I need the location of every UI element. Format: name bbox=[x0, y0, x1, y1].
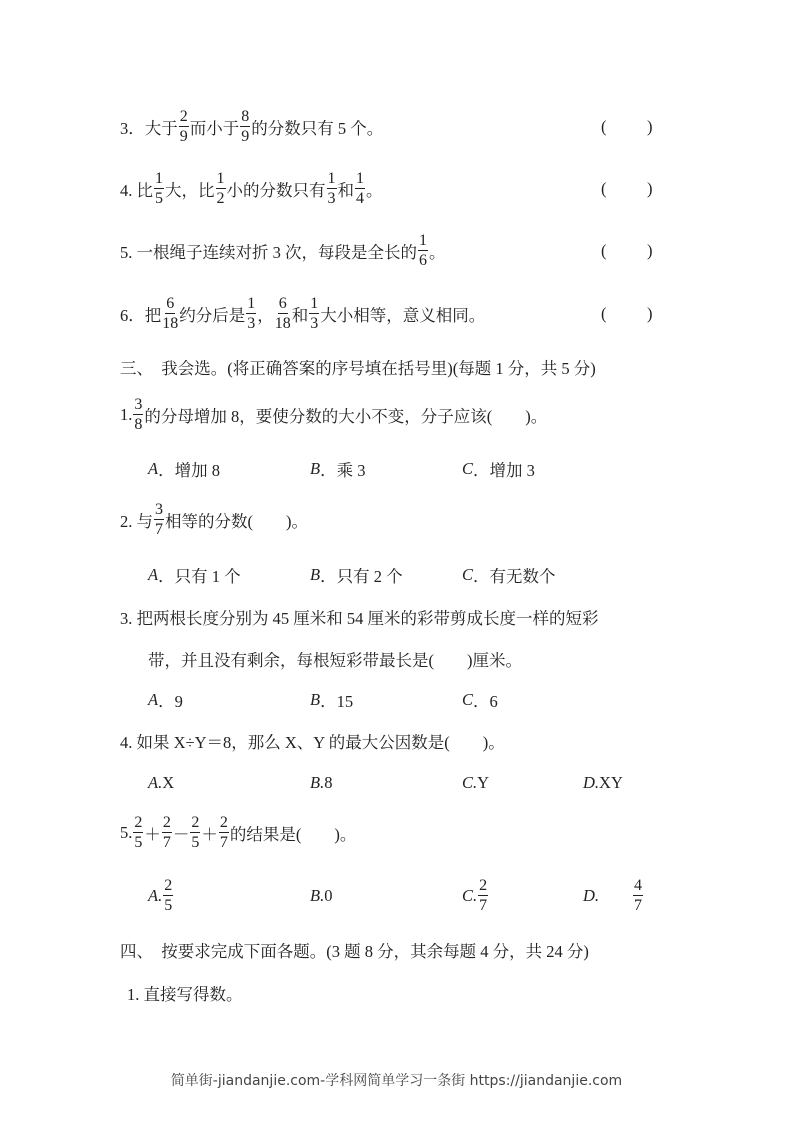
text-segment: 。 bbox=[366, 181, 383, 200]
fraction-denominator: 5 bbox=[164, 897, 173, 914]
text-segment: 的分母增加 8，要使分数的大小不变，分子应该( )。 bbox=[144, 407, 548, 426]
fraction bbox=[162, 815, 172, 851]
question-line bbox=[148, 680, 183, 720]
text-segment: 1. 直接写得数。 bbox=[127, 985, 243, 1004]
fraction-denominator: 7 bbox=[634, 897, 643, 914]
question-line bbox=[120, 294, 485, 334]
option-letter: D. bbox=[583, 773, 600, 792]
fraction-numerator: 2 bbox=[179, 108, 188, 125]
text-segment: 四、 按要求完成下面各题。(3 题 8 分，其余每题 4 分，共 24 分) bbox=[120, 942, 589, 961]
text-segment: 。 bbox=[429, 243, 446, 262]
text-segment: Y bbox=[477, 773, 490, 792]
footer-watermark: 简单街-jiandanjie.com-学科网简单学习一条街 https://jiandanjie.com bbox=[170, 1073, 623, 1089]
fraction-denominator: 18 bbox=[274, 315, 291, 332]
text-segment: ．9 bbox=[158, 692, 183, 711]
text-segment: 的结果是( )。 bbox=[229, 825, 357, 844]
text-segment: 0 bbox=[324, 886, 333, 905]
question-line bbox=[120, 813, 356, 853]
fraction-denominator: 3 bbox=[310, 315, 319, 332]
answer-paren-open: ( bbox=[601, 304, 607, 323]
text-segment: 大，比 bbox=[165, 181, 215, 200]
answer-paren-close: ) bbox=[647, 241, 653, 260]
question-line bbox=[120, 597, 599, 637]
option-letter: A bbox=[148, 565, 159, 584]
fraction-numerator: 2 bbox=[191, 814, 200, 831]
text-segment: ．增加 3 bbox=[473, 461, 535, 480]
fraction-numerator: 1 bbox=[155, 170, 163, 187]
question-line bbox=[462, 763, 489, 803]
option-letter: C bbox=[462, 459, 474, 478]
text-segment: ．增加 8 bbox=[158, 461, 220, 480]
fraction bbox=[275, 296, 291, 332]
text-segment: ．有无数个 bbox=[473, 567, 556, 586]
fraction-numerator: 1 bbox=[310, 295, 319, 312]
question-line bbox=[462, 680, 498, 720]
fraction-numerator: 6 bbox=[278, 295, 287, 312]
fraction-denominator: 7 bbox=[479, 897, 488, 914]
text-segment: ．15 bbox=[320, 692, 354, 711]
answer-paren-close: ) bbox=[647, 179, 653, 198]
fraction bbox=[478, 878, 488, 914]
option-letter: D. bbox=[583, 886, 600, 905]
question-line bbox=[462, 876, 489, 916]
fraction-numerator: 2 bbox=[479, 877, 488, 894]
fraction-denominator: 3 bbox=[247, 315, 256, 332]
option-letter: C bbox=[462, 690, 474, 709]
question-line bbox=[310, 680, 353, 720]
fraction-numerator: 1 bbox=[216, 170, 225, 187]
fraction-numerator: 2 bbox=[219, 814, 228, 831]
fraction bbox=[240, 109, 250, 145]
question-line bbox=[148, 555, 241, 595]
text-segment: － bbox=[172, 825, 190, 844]
fraction-numerator: 2 bbox=[164, 877, 173, 894]
text-segment: 5. bbox=[120, 823, 133, 842]
question-line bbox=[120, 500, 308, 540]
text-segment: ＋ bbox=[201, 825, 218, 844]
fraction-denominator: 4 bbox=[356, 190, 364, 207]
fraction bbox=[418, 233, 428, 269]
question-line bbox=[310, 449, 365, 489]
question-line bbox=[583, 763, 623, 803]
fraction bbox=[154, 502, 164, 538]
fraction-numerator: 3 bbox=[155, 501, 163, 518]
question-line bbox=[120, 930, 589, 970]
question-line bbox=[120, 721, 505, 761]
question-line bbox=[120, 395, 547, 435]
text-segment: 8 bbox=[324, 773, 333, 792]
text-segment: 小的分数只有 bbox=[226, 181, 326, 200]
fraction bbox=[133, 815, 143, 851]
fraction-numerator: 2 bbox=[162, 814, 171, 831]
option-letter: A. bbox=[148, 886, 163, 905]
option-letter: C. bbox=[462, 886, 478, 905]
question-line bbox=[148, 876, 174, 916]
text-segment: ．6 bbox=[473, 692, 498, 711]
fraction bbox=[246, 296, 256, 332]
fraction bbox=[219, 815, 229, 851]
text-segment: 大小相等，意义相同。 bbox=[320, 306, 486, 325]
question-line bbox=[120, 347, 596, 387]
fraction bbox=[216, 171, 226, 207]
fraction-denominator: 8 bbox=[134, 416, 143, 433]
question-line bbox=[120, 169, 383, 209]
fraction-denominator: 7 bbox=[162, 834, 171, 851]
text-segment: 6．把 bbox=[120, 306, 162, 325]
text-segment: 的分数只有 5 个。 bbox=[251, 119, 384, 138]
question-line bbox=[583, 876, 644, 916]
option-letter: B. bbox=[310, 886, 325, 905]
answer-paren-open: ( bbox=[601, 117, 607, 136]
question-line bbox=[148, 639, 522, 679]
text-segment: 和 bbox=[291, 306, 309, 325]
fraction bbox=[190, 815, 200, 851]
fraction-denominator: 2 bbox=[216, 190, 225, 207]
fraction bbox=[309, 296, 319, 332]
text-segment: 4. 如果 X÷Y＝8，那么 X、Y 的最大公因数是( )。 bbox=[120, 733, 505, 752]
option-letter: B bbox=[310, 690, 321, 709]
text-segment: 和 bbox=[337, 181, 354, 200]
option-letter: A. bbox=[148, 773, 163, 792]
option-letter: C. bbox=[462, 773, 478, 792]
fraction-numerator: 4 bbox=[634, 877, 643, 894]
text-segment: 5. 一根绳子连续对折 3 次，每段是全长的 bbox=[120, 243, 417, 262]
answer-paren-open: ( bbox=[601, 179, 607, 198]
answer-paren-open: ( bbox=[601, 241, 607, 260]
answer-paren-close: ) bbox=[647, 304, 653, 323]
fraction-numerator: 8 bbox=[241, 108, 250, 125]
fraction bbox=[355, 171, 365, 207]
text-segment: 三、 我会选。(将正确答案的序号填在括号里)(每题 1 分，共 5 分) bbox=[120, 359, 596, 378]
question-line bbox=[120, 107, 383, 147]
question-line bbox=[310, 763, 332, 803]
question-line bbox=[462, 449, 535, 489]
text-segment: 3. 把两根长度分别为 45 厘米和 54 厘米的彩带剪成长度一样的短彩 bbox=[120, 609, 599, 628]
question-line bbox=[120, 231, 446, 271]
text-segment: ， bbox=[257, 306, 274, 325]
fraction bbox=[162, 296, 178, 332]
option-letter: B. bbox=[310, 773, 325, 792]
question-line bbox=[127, 973, 243, 1013]
text-segment: 1. bbox=[120, 405, 133, 424]
fraction-numerator: 6 bbox=[166, 295, 175, 312]
fraction-denominator: 5 bbox=[134, 834, 143, 851]
question-line bbox=[148, 449, 220, 489]
fraction-denominator: 9 bbox=[179, 128, 188, 145]
answer-paren-close: ) bbox=[647, 117, 653, 136]
option-letter: B bbox=[310, 565, 321, 584]
text-segment: 约分后是 bbox=[179, 306, 246, 325]
text-segment bbox=[599, 884, 632, 908]
text-segment: 相等的分数( )。 bbox=[165, 512, 308, 531]
question-line bbox=[462, 555, 556, 595]
option-letter: A bbox=[148, 690, 159, 709]
question-line bbox=[310, 555, 403, 595]
text-segment: 3．大于 bbox=[120, 119, 178, 138]
fraction-denominator: 18 bbox=[162, 315, 179, 332]
fraction-numerator: 1 bbox=[247, 295, 256, 312]
fraction bbox=[133, 397, 143, 433]
fraction-denominator: 7 bbox=[155, 521, 163, 538]
question-line bbox=[148, 763, 174, 803]
fraction bbox=[633, 878, 643, 914]
fraction-numerator: 1 bbox=[327, 170, 336, 187]
text-segment: X bbox=[162, 773, 175, 792]
fraction-numerator: 1 bbox=[356, 170, 364, 187]
fraction-denominator: 9 bbox=[241, 128, 250, 145]
text-segment: 带，并且没有剩余，每根短彩带最长是( )厘米。 bbox=[148, 651, 522, 670]
text-segment: 2. 与 bbox=[120, 512, 153, 531]
text-segment: ＋ bbox=[144, 825, 161, 844]
fraction-denominator: 7 bbox=[219, 834, 228, 851]
text-segment: ．乘 3 bbox=[320, 461, 366, 480]
text-segment: ．只有 2 个 bbox=[320, 567, 403, 586]
fraction bbox=[154, 171, 164, 207]
text-segment: 4. 比 bbox=[120, 181, 153, 200]
option-letter: B bbox=[310, 459, 321, 478]
fraction-denominator: 5 bbox=[191, 834, 200, 851]
text-segment: ．只有 1 个 bbox=[158, 567, 241, 586]
text-segment: XY bbox=[599, 773, 623, 792]
fraction-denominator: 3 bbox=[327, 190, 336, 207]
text-segment: 而小于 bbox=[189, 119, 240, 138]
fraction bbox=[163, 878, 173, 914]
fraction bbox=[179, 109, 189, 145]
fraction-denominator: 6 bbox=[419, 252, 427, 269]
fraction-numerator: 1 bbox=[419, 232, 427, 249]
question-line bbox=[310, 876, 332, 916]
fraction bbox=[327, 171, 337, 207]
fraction-denominator: 5 bbox=[155, 190, 163, 207]
fraction-numerator: 2 bbox=[134, 814, 143, 831]
option-letter: C bbox=[462, 565, 474, 584]
option-letter: A bbox=[148, 459, 159, 478]
fraction-numerator: 3 bbox=[134, 396, 143, 413]
